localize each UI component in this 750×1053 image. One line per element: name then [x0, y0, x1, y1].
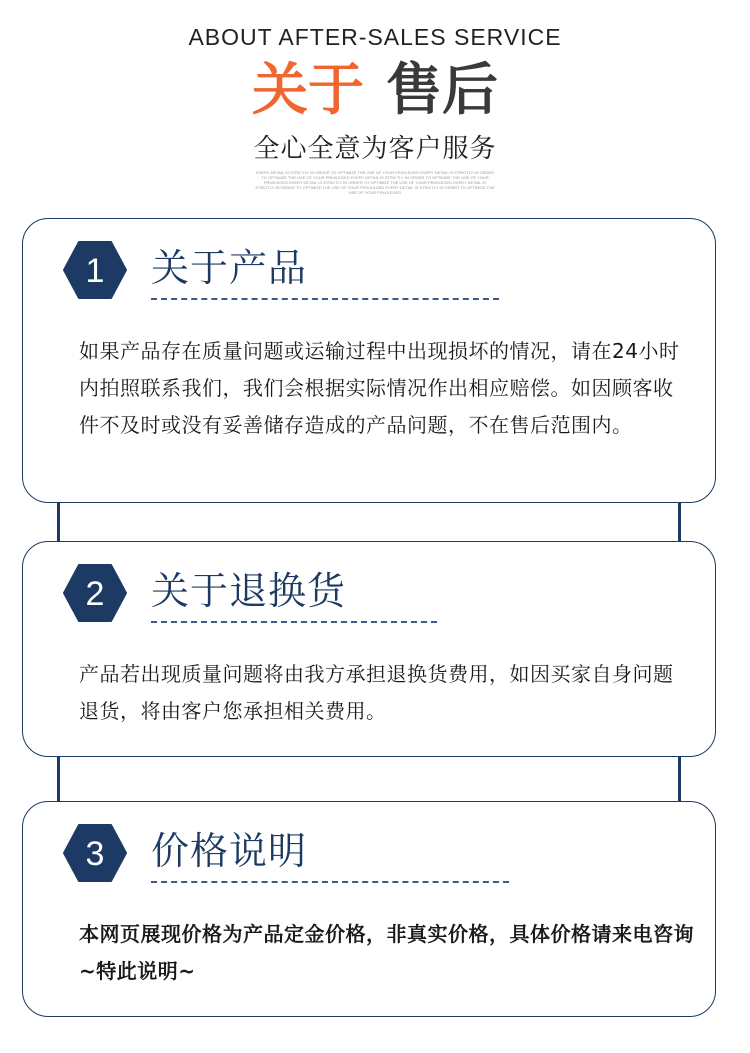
section-body-text: 产品若出现质量问题将由我方承担退换货费用，如因买家自身问题退货，将由客户您承担相关费用。 — [79, 662, 674, 723]
section-number: 3 — [85, 835, 105, 873]
section-number: 1 — [85, 252, 105, 290]
section-card-product — [22, 218, 716, 503]
number-hexagon-badge — [63, 824, 127, 882]
page-title-main: 售后 — [386, 58, 498, 123]
header-english-title: ABOUT AFTER-SALES SERVICE — [188, 24, 562, 50]
dashed-divider — [151, 298, 499, 300]
number-hexagon-badge — [63, 564, 127, 622]
number-hexagon-badge — [63, 241, 127, 299]
section-card-returns — [22, 541, 716, 757]
page-subtitle: 全心全意为客户服务 — [253, 134, 497, 164]
section-number: 2 — [85, 575, 105, 613]
section-card-pricing — [22, 801, 716, 1017]
decorative-fine-print: EVERY DETAIL IS STRICTLY IN ORDER TO OPTIMIZE THE USE OF YOUR PRIVILEGED EVERY DETAIL IS STRICTLY IN ORDER TO OPTIMIZE THE USE OF YOUR PRIVILEGED EVERY DETAIL IS STRICTLY IN ORDER TO OPTIMIZE THE USE OF YOUR PRIVILEGED EVERY DETAIL IS STRICTLY IN ORDER TO OPTIMIZE THE USE OF YOUR PRIVILEGED EVERY DETAIL IS STRICTLY IN ORDER TO OPTIMIZE THE USE OF YOUR PRIVILEGED EVERY DETAIL IS STRICTLY IN ORDER TO OPTIMIZE THE USE OF YOUR PRIVILEGED — [255, 170, 495, 195]
section-heading: 价格说明 — [151, 829, 308, 873]
dashed-divider — [151, 621, 437, 623]
section-heading: 关于产品 — [151, 246, 308, 290]
dashed-divider — [151, 881, 509, 883]
page-title-highlight: 关于 — [252, 58, 364, 123]
section-heading: 关于退换货 — [151, 569, 347, 613]
page-title — [0, 58, 750, 124]
section-body-text: 如果产品存在质量问题或运输过程中出现损坏的情况，请在24小时内拍照联系我们，我们会根据实际情况作出相应赔偿。如因顾客收件不及时或没有妥善储存造成的产品问题，不在售后范围内。 — [79, 339, 680, 437]
section-body-text: 本网页展现价格为产品定金价格，非真实价格，具体价格请来电咨询~特此说明~ — [79, 922, 694, 983]
